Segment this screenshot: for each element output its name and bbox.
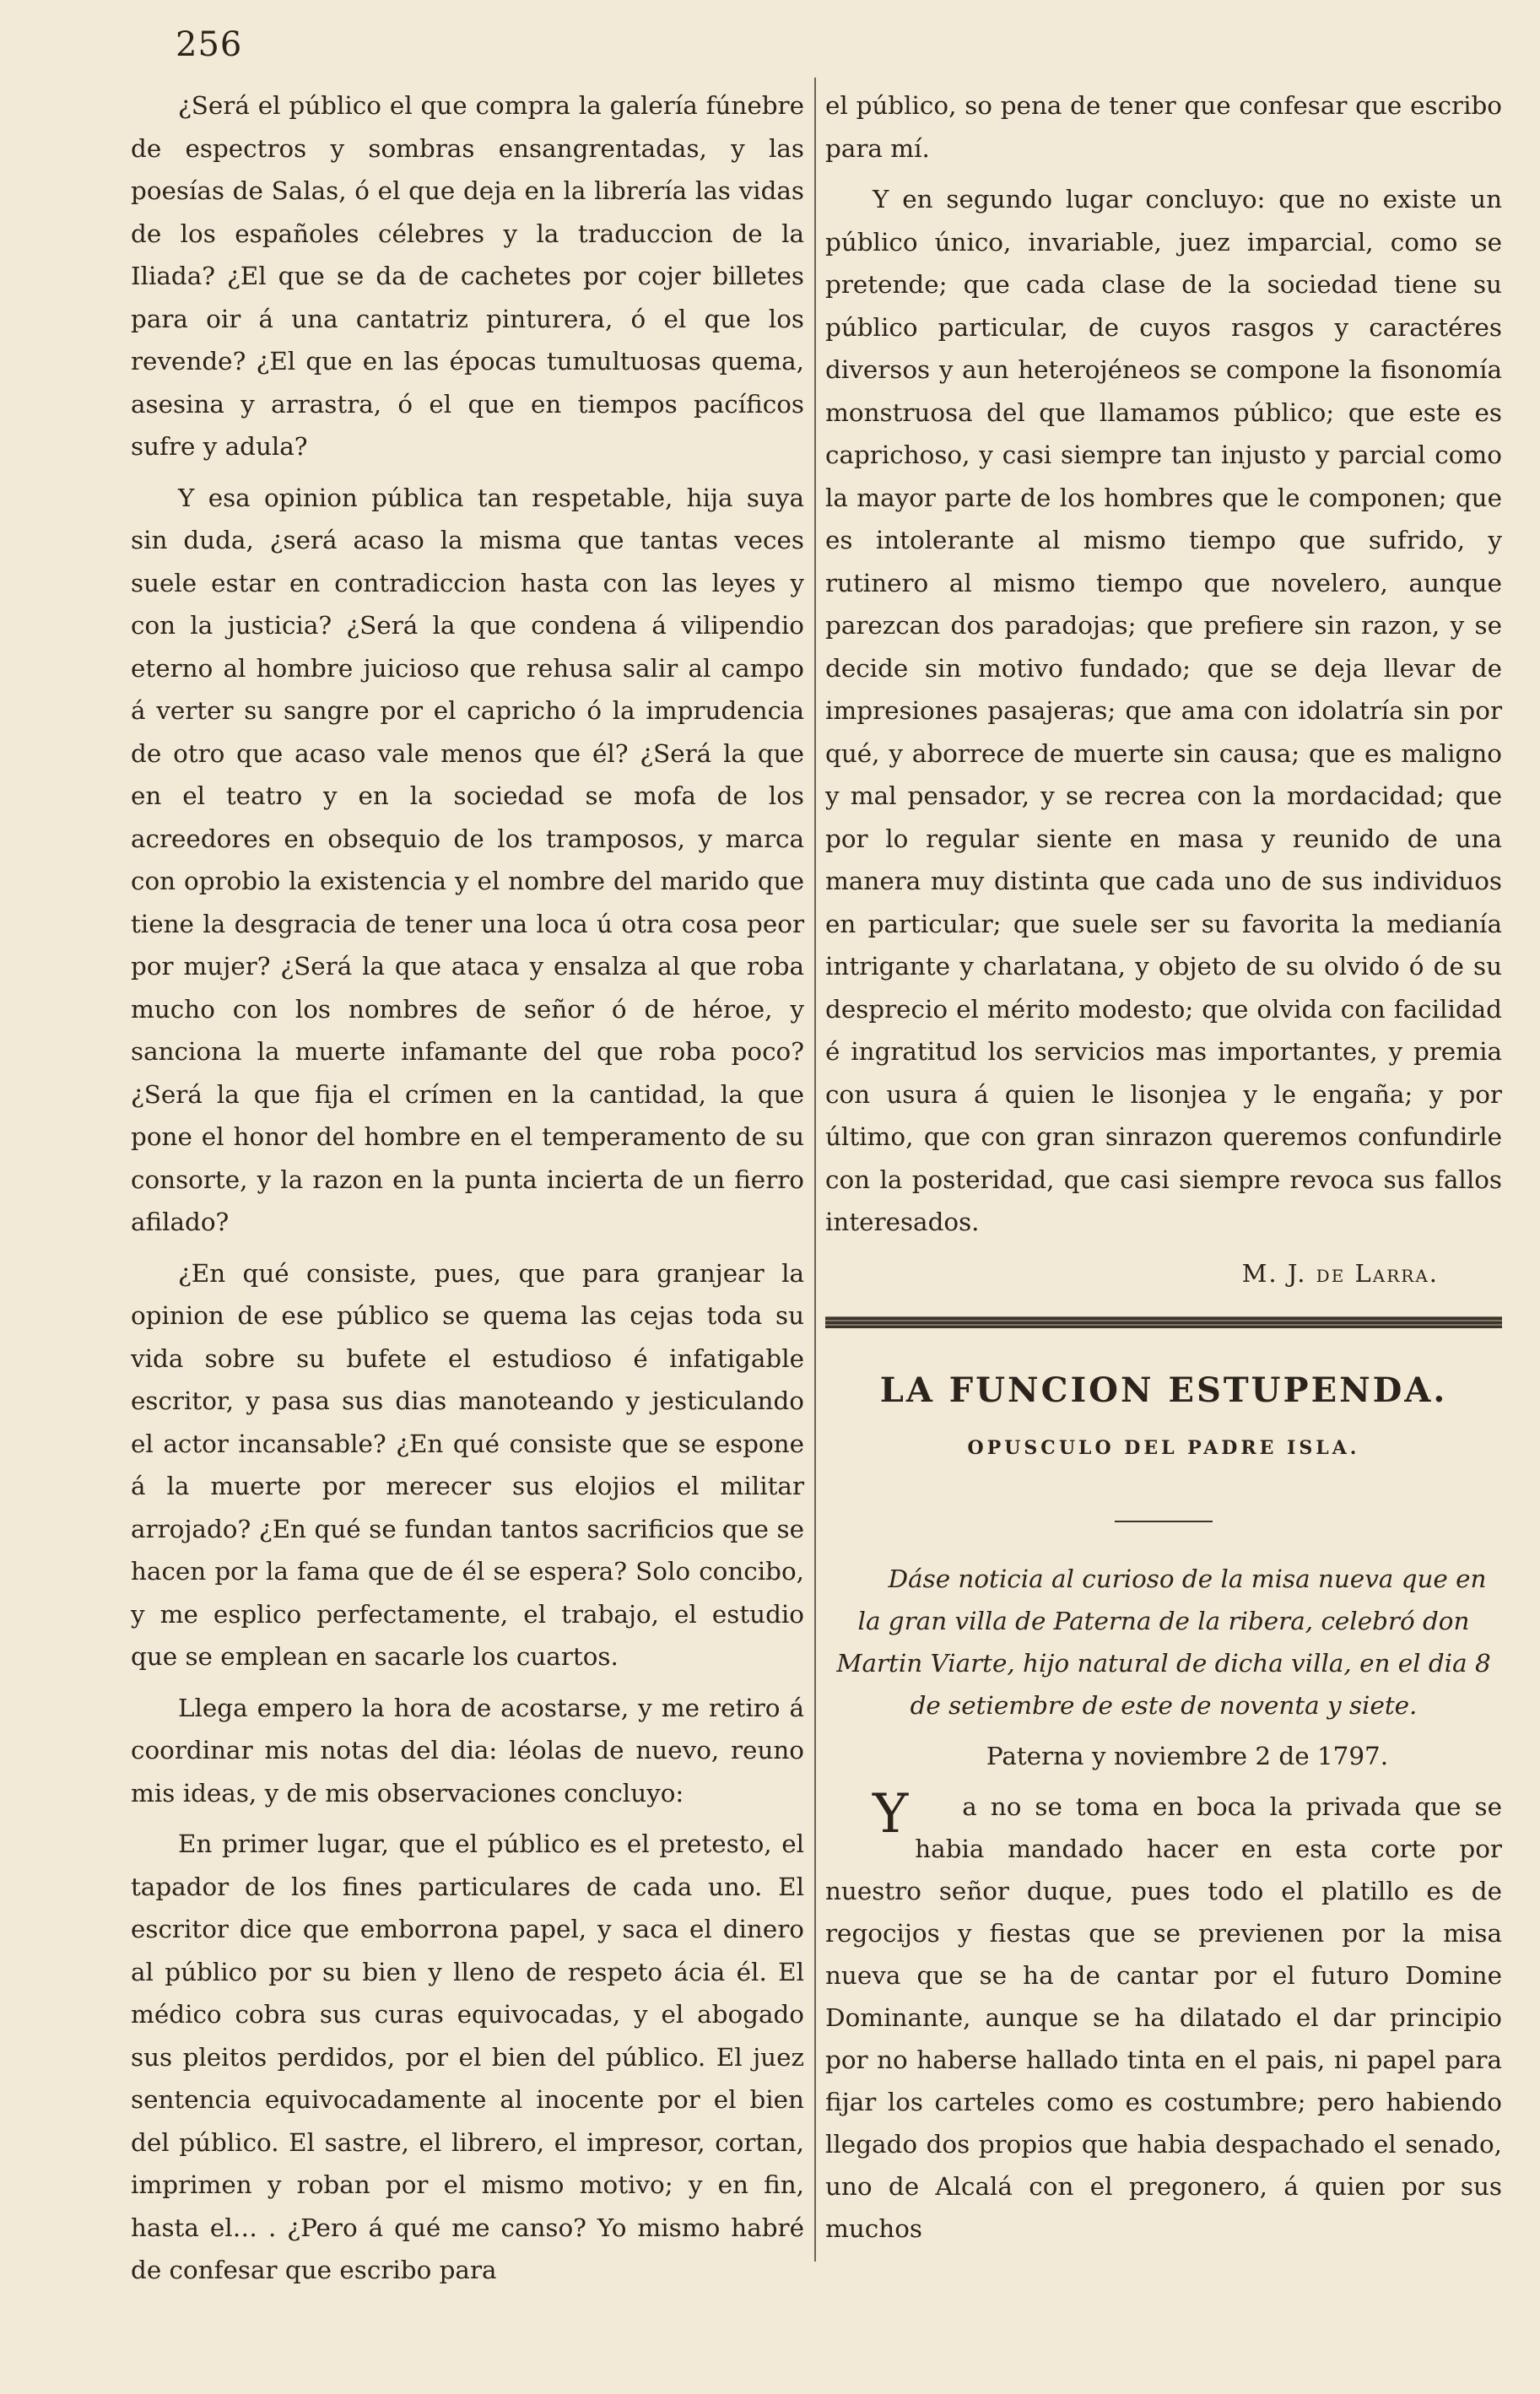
right-column xyxy=(825,84,1502,2258)
paragraph: ¿En qué consiste, pues, que para granjear la opinion de ese público se quema las cejas toda su vida sobre su bufete el estudioso é infatigable escritor, y pasa sus dias manoteando y jesticulando el actor incansable? ¿En qué consiste que se espone á la muerte por merecer sus elojios el militar arrojado? ¿En qué se fundan tantos sacrificios que se hacen por la fama que de él se espera? Solo concibo, y me esplico perfectamente, el trabajo, el estudio que se emplean en sacarle los cuartos. xyxy=(131,1258,804,1671)
paragraph: Y en segundo lugar concluyo: que no existe un público único, invariable, juez imparcial, como se pretende; que cada clase de la sociedad tiene su público particular, de cuyos rasgos y caractéres diversos y aun heterojéneos se compone la fisonomía monstruosa del que llamamos público; que este es caprichoso, y casi siempre tan injusto y parcial como la mayor parte de los hombres que le componen; que es intolerante al mismo tiempo que sufrido, y rutinero al mismo tiempo que novelero, aunque parezcan dos paradojas; que prefiere sin razon, y se decide sin motivo fundado; que se deja llevar de impresiones pasajeras; que ama con idolatría sin por qué, y aborrece de muerte sin causa; que es maligno y mal pensador, y se recrea con la mordacidad; que por lo regular siente en masa y reunido de una manera muy distinta que cada uno de sus individuos en particular; que suele ser su favorita la medianía intrigante y charlatana, y objeto de su olvido ó de su desprecio el mérito modesto; que olvida con facilidad é ingratitud los servicios mas importantes, y premia con usura á quien le lisonjea y le engaña; y por último, que con gran sinrazon queremos confundirle con la posteridad, que casi siempre revoca sus fallos interesados. xyxy=(825,185,1502,1236)
drop-cap: Y xyxy=(873,1782,909,1845)
article-subtitle: OPUSCULO DEL PADRE ISLA. xyxy=(967,1436,1360,1459)
paragraph: Llega empero la hora de acostarse, y me retiro á coordinar mis notas del dia: léolas de nuevo, reuno mis ideas, y de mis observaciones concluyo: xyxy=(131,1693,804,1808)
author-signature: M. J. de Larra. xyxy=(1241,1258,1439,1288)
article-title: LA FUNCION ESTUPENDA. xyxy=(879,1370,1448,1410)
paragraph: ¿Será el público el que compra la galería fúnebre de espectros y sombras ensangrentadas, y las poesías de Salas, ó el que deja en la librería las vidas de los españoles célebres y la traduccion de la Iliada? ¿El que se da de cachetes por cojer billetes para oir á una cantatriz pinturera, ó el que los revende? ¿El que en las épocas tumultuosas quema, asesina y arrastra, ó el que en tiempos pacíficos sufre y adula? xyxy=(131,91,804,461)
section-divider xyxy=(825,1316,1502,1328)
left-column xyxy=(131,84,804,2292)
article-body xyxy=(825,1782,1502,2250)
paragraph: En primer lugar, que el público es el pretesto, el tapador de los fines particulares de cada uno. El escritor dice que emborrona papel, y saca el dinero al público por su bien y lleno de respeto ácia él. El médico cobra sus curas equivocadas, y el abogado sus pleitos perdidos, por el bien del público. El juez sentencia equivocadamente al inocente por el bien del público. El sastre, el librero, el impresor, cortan, imprimen y roban por el mismo motivo; y en fin, hasta el… . ¿Pero á qué me canso? Yo mismo habré de confesar que escribo para xyxy=(131,1829,804,2284)
dateline: Paterna y noviembre 2 de 1797. xyxy=(986,1741,1389,1770)
paragraph: Y esa opinion pública tan respetable, hija suya sin duda, ¿será acaso la misma que tantas veces suele estar en contradiccion hasta con las leyes y con la justicia? ¿Será la que condena á vilipendio eterno al hombre juicioso que rehusa salir al campo á verter su sangre por el capricho ó la imprudencia de otro que acaso vale menos que él? ¿Será la que en el teatro y en la sociedad se mofa de los acreedores en obsequio de los tramposos, y marca con oprobio la existencia y el nombre del marido que tiene la desgracia de tener una loca ú otra cosa peor por mujer? ¿Será la que ataca y ensalza al que roba mucho con los nombres de señor ó de héroe, y sanciona la muerte infamante del que roba poco? ¿Será la que fija el crímen en la cantidad, la que pone el honor del hombre en el temperamento de su consorte, y la razon en la punta incierta de un fierro afilado? xyxy=(131,483,804,1236)
page-number: 256 xyxy=(176,25,243,64)
body-text: a no se toma en boca la privada que se habia mandado hacer en esta corte por nuestro señor duque, pues todo el platillo es de regocijos y fiestas que se previenen por la misa nueva que se ha de cantar por el futuro Domine Dominante, aunque se ha dilatado el dar principio por no haberse hallado tinta en el pais, ni papel para fijar los carteles como es costumbre; pero habiendo llegado dos propios que habia despachado el senado, uno de Alcalá con el pregonero, á quien por sus muchos xyxy=(825,1791,1502,2243)
column-divider xyxy=(814,78,816,2262)
paragraph-continuation: el público, so pena de tener que confesar que escribo para mí. xyxy=(825,91,1502,163)
article-summary: Dáse noticia al curioso de la misa nueva que en la gran villa de Paterna de la ribera, celebró don Martin Viarte, hijo natural de dicha villa, en el dia 8 de setiembre de este de noventa y siete. xyxy=(836,1564,1491,1720)
short-divider xyxy=(1115,1521,1213,1522)
